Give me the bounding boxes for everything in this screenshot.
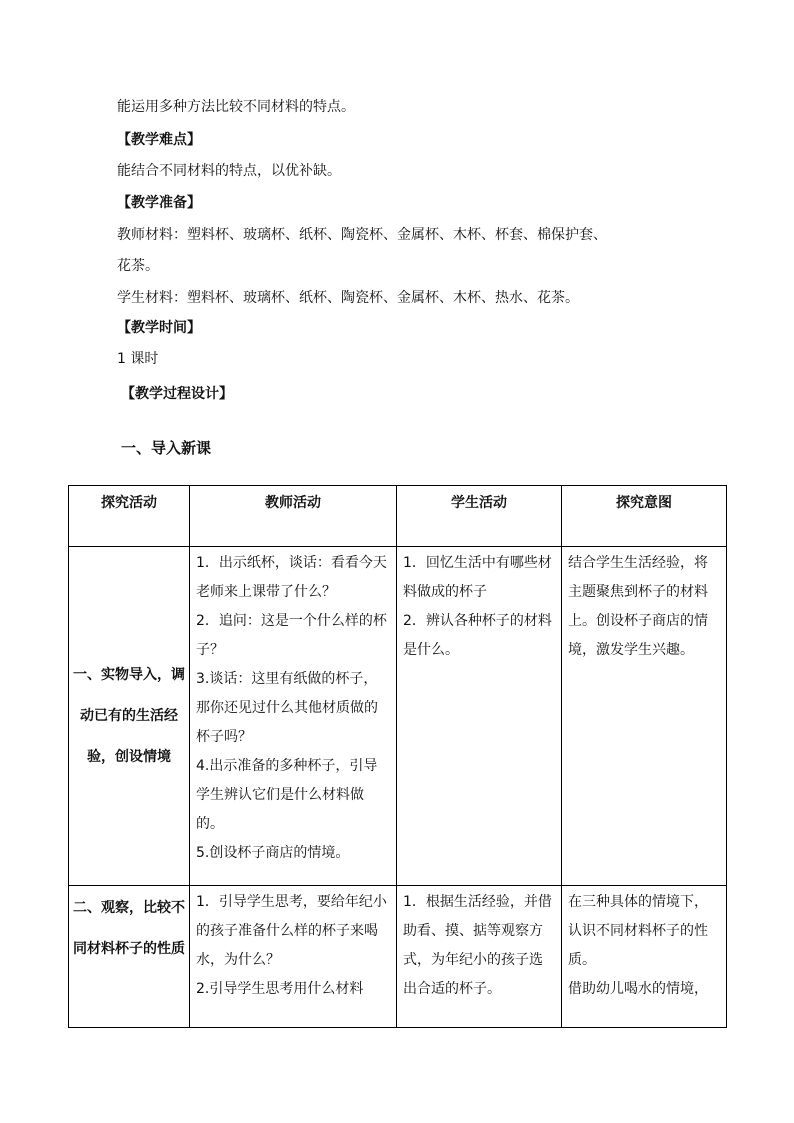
student-step: 1．根据生活经验，并借助看、摸、掂等观察方式，为年纪小的孩子选出合适的杯子。 (403, 894, 552, 997)
teacher-step: 2.引导学生思考用什么材料 (196, 981, 364, 997)
intent-text: 结合学生生活经验，将主题聚焦到杯子的材料上。创设杯子商店的情境，激发学生兴趣。 (568, 555, 708, 658)
teacher-step: 1．出示纸杯，谈话：看看今天老师来上课带了什么？ (196, 555, 387, 600)
intent-text: 在三种具体的情境下，认识不同材料杯子的性质。 (568, 894, 708, 968)
time-heading: 【教学时间】 (117, 320, 201, 336)
student-materials: 学生材料：塑料杯、玻璃杯、纸杯、陶瓷杯、金属杯、木杯、热水、花茶。 (117, 290, 579, 306)
lesson-table (68, 485, 727, 1028)
activity-cell: 一、实物导入，调动已有的生活经验，创设情境 (69, 547, 190, 886)
prep-heading: 【教学准备】 (117, 195, 201, 211)
teacher-cell (190, 886, 397, 1028)
teacher-step: 3.谈话：这里有纸做的杯子，那你还见过什么其他材质做的杯子吗？ (196, 671, 378, 745)
section-title: 一、导入新课 (121, 439, 212, 457)
teacher-materials-line-2: 花茶。 (117, 258, 159, 274)
student-step: 2．辨认各种杯子的材料是什么。 (403, 613, 552, 658)
table-header-row (69, 486, 727, 547)
difficulty-heading: 【教学难点】 (117, 132, 201, 148)
difficulty-text: 能结合不同材料的特点，以优补缺。 (117, 163, 341, 179)
header-activity: 探究活动 (69, 486, 190, 547)
teacher-step: 4.出示准备的多种杯子，引导学生辨认它们是什么材料做的。 (196, 758, 378, 832)
student-cell (397, 886, 562, 1028)
header-student: 学生活动 (397, 486, 562, 547)
teacher-step: 5.创设杯子商店的情境。 (196, 845, 350, 861)
time-text: 1 课时 (117, 351, 159, 367)
teacher-cell (190, 547, 397, 886)
student-step: 1．回忆生活中有哪些材料做成的杯子 (403, 555, 552, 600)
intent-cell (562, 886, 727, 1028)
intent-text: 借助幼儿喝水的情境， (568, 981, 708, 997)
process-heading: 【教学过程设计】 (121, 386, 233, 402)
header-intent: 探究意图 (562, 486, 727, 547)
intro-line: 能运用多种方法比较不同材料的特点。 (117, 99, 355, 115)
header-teacher: 教师活动 (190, 486, 397, 547)
teacher-materials-line-1: 教师材料：塑料杯、玻璃杯、纸杯、陶瓷杯、金属杯、木杯、杯套、棉保护套、 (117, 227, 607, 243)
teacher-step: 2．追问：这是一个什么样的杯子？ (196, 613, 387, 658)
table-row (69, 886, 727, 1028)
intent-cell (562, 547, 727, 886)
teacher-step: 1．引导学生思考，要给年纪小的孩子准备什么样的杯子来喝水，为什么？ (196, 894, 387, 968)
table-row (69, 547, 727, 886)
activity-cell: 二、观察，比较不同材料杯子的性质 (69, 886, 190, 1028)
student-cell (397, 547, 562, 886)
